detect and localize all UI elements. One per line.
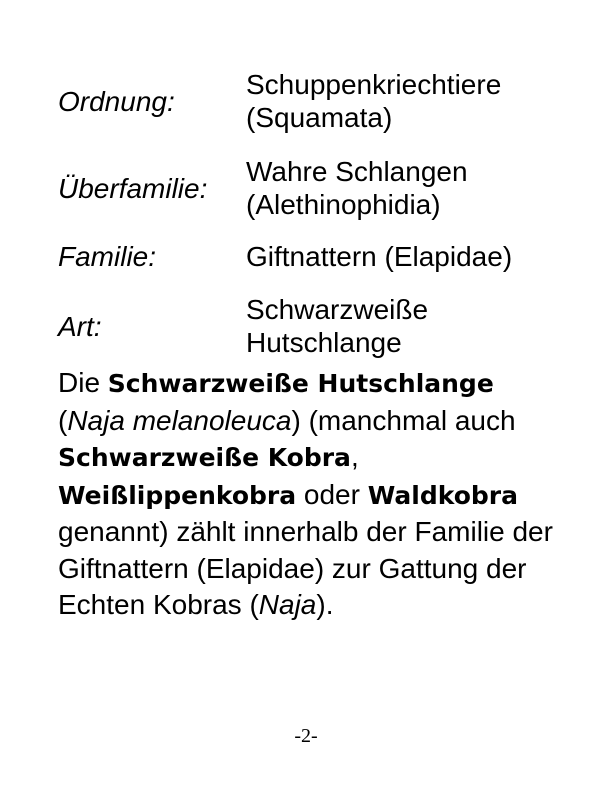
taxonomy-value: Giftnattern (Elapidae): [246, 240, 513, 272]
intro-text: genannt) zählt innerhalb der Familie der Giftnattern (Elapidae) zur Gattung der Echten Kobras (: [58, 516, 553, 620]
species-name: Schwarzweiße Hutschlange: [107, 369, 494, 398]
alternate-name: Weißlippenkobra: [58, 480, 297, 510]
taxonomy-label: Familie:: [58, 240, 157, 272]
page-number: -2-: [294, 725, 318, 747]
intro-text: oder: [296, 478, 368, 510]
taxonomy-row-ordnung: [58, 65, 558, 137]
taxonomy-value: Wahre Schlangen (Alethinophidia): [246, 156, 468, 220]
taxonomy-row-art: [58, 290, 558, 362]
intro-paragraph: [58, 365, 558, 624]
intro-text: ,: [350, 441, 359, 472]
taxonomy-value: Schwarzweiße Hutschlange: [246, 294, 429, 358]
alternate-name: Waldkobra: [367, 480, 518, 510]
intro-text: ).: [316, 589, 334, 620]
intro-text: (: [58, 404, 68, 436]
taxonomy-row-familie: [58, 236, 558, 276]
taxonomy-label: Ordnung:: [58, 85, 175, 117]
intro-text: ) (manchmal auch: [291, 404, 516, 436]
genus-name: Naja: [258, 589, 317, 620]
taxonomy-table: [58, 65, 558, 362]
scientific-name: Naja melanoleuca: [67, 404, 292, 436]
taxonomy-row-ueberfamilie: [58, 152, 558, 224]
taxonomy-value: Schuppenkriechtiere (Squamata): [246, 69, 502, 133]
intro-text: Die: [58, 367, 108, 398]
alternate-name: Schwarzweiße Kobra: [58, 443, 351, 472]
taxonomy-label: Überfamilie:: [58, 172, 208, 204]
taxonomy-label: Art:: [58, 310, 102, 342]
